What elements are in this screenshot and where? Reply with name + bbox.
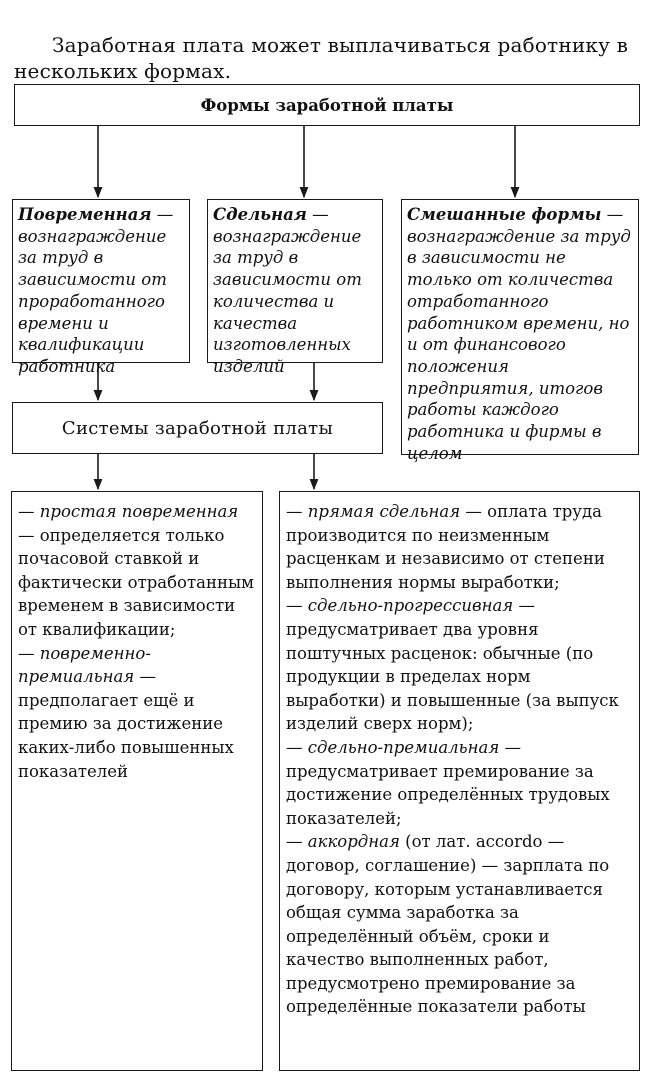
- list-item: — прямая сдельная — оплата труда производится по неизменным расценкам и независимо от степени выполнения нормы выработки;: [286, 502, 605, 592]
- time-system-definition: — определяется только почасовой ставкой и фактически отработанным временем в зависимости от квалификации;: [18, 525, 254, 639]
- piece-system-term: сдельно-прогрессивная: [307, 596, 514, 616]
- list-item: — сдельно-премиальная — предусматривает премирование за достижение определённых трудовых показателей;: [286, 737, 610, 828]
- time-wage-box: [12, 199, 190, 376]
- piece-wage-term: Сдельная: [213, 205, 307, 224]
- piece-system-definition: — предусматривает два уровня поштучных расценок: обычные (по продукции в пределах норм выработки) и повышенные (за выпуск изделий сверх норм);: [286, 596, 619, 734]
- mixed-wage-box: [401, 199, 639, 463]
- list-item: — сдельно-прогрессивная — предусматривает два уровня поштучных расценок: обычные (по продукции в пределах норм выработки) и повышенные (за выпуск изделий сверх норм);: [286, 596, 619, 734]
- piece-system-term: аккордная: [307, 832, 400, 852]
- intro-text: Заработная плата может выплачиваться работнику в нескольких формах.: [14, 33, 629, 83]
- piece-system-term: прямая сдельная: [307, 502, 461, 521]
- piece-systems-list: [279, 491, 640, 1071]
- mixed-wage-definition: — вознаграждение за труд в зависимости не только от количества отработанного работником времени, но и от финансового положения предприятия, итогов работы каждого работника и фирмы в целом: [407, 205, 631, 463]
- piece-system-definition: — оплата труда производится по неизменным расценкам и независимо от степени выполнения нормы выработки;: [286, 502, 605, 592]
- time-system-term: повременно-премиальная: [18, 643, 151, 687]
- wage-systems-box: [12, 402, 383, 454]
- list-item: — повременно-премиальная — предполагает ещё и премию за достижение каких-либо повышенных показателей: [18, 643, 234, 781]
- piece-wage-definition: — вознаграждение за труд в зависимости от количества и качества изготовленных изделий: [213, 205, 362, 376]
- time-systems-list: [11, 491, 263, 1071]
- mixed-wage-term: Смешанные формы: [407, 205, 602, 224]
- list-item: — простая повременная — определяется только почасовой ставкой и фактически отработанным временем в зависимости от квалификации;: [18, 502, 254, 639]
- forms-title-box: [14, 84, 640, 126]
- wage-systems-title: Системы заработной платы: [61, 417, 334, 439]
- forms-title: Формы заработной платы: [200, 95, 454, 115]
- piece-wage-box: [207, 199, 383, 376]
- time-system-term: простая повременная: [39, 502, 239, 521]
- time-wage-definition: — вознаграждение за труд в зависимости от проработанного времени и квалификации работника: [18, 205, 174, 376]
- piece-system-definition: — предусматривает премирование за достижение определённых трудовых показателей;: [286, 737, 610, 828]
- piece-system-term: сдельно-премиальная: [307, 737, 500, 757]
- time-system-definition: — предполагает ещё и премию за достижение каких-либо повышенных показателей: [18, 667, 234, 781]
- list-item: — аккордная (от лат. accordo — договор, соглашение) — зарплата по договору, которым устанавливается общая сумма заработка за определённый объём, сроки и качество выполненных работ, предусмотрено премирование за определённые показатели работы: [286, 832, 610, 1017]
- time-wage-term: Повременная: [18, 205, 152, 224]
- piece-system-definition: (от лат. accordo — договор, соглашение) — зарплата по договору, которым устанавливается общая сумма заработка за определённый объём, сроки и качество выполненных работ, предусмотрено премирование за определённые показатели работы: [286, 832, 610, 1017]
